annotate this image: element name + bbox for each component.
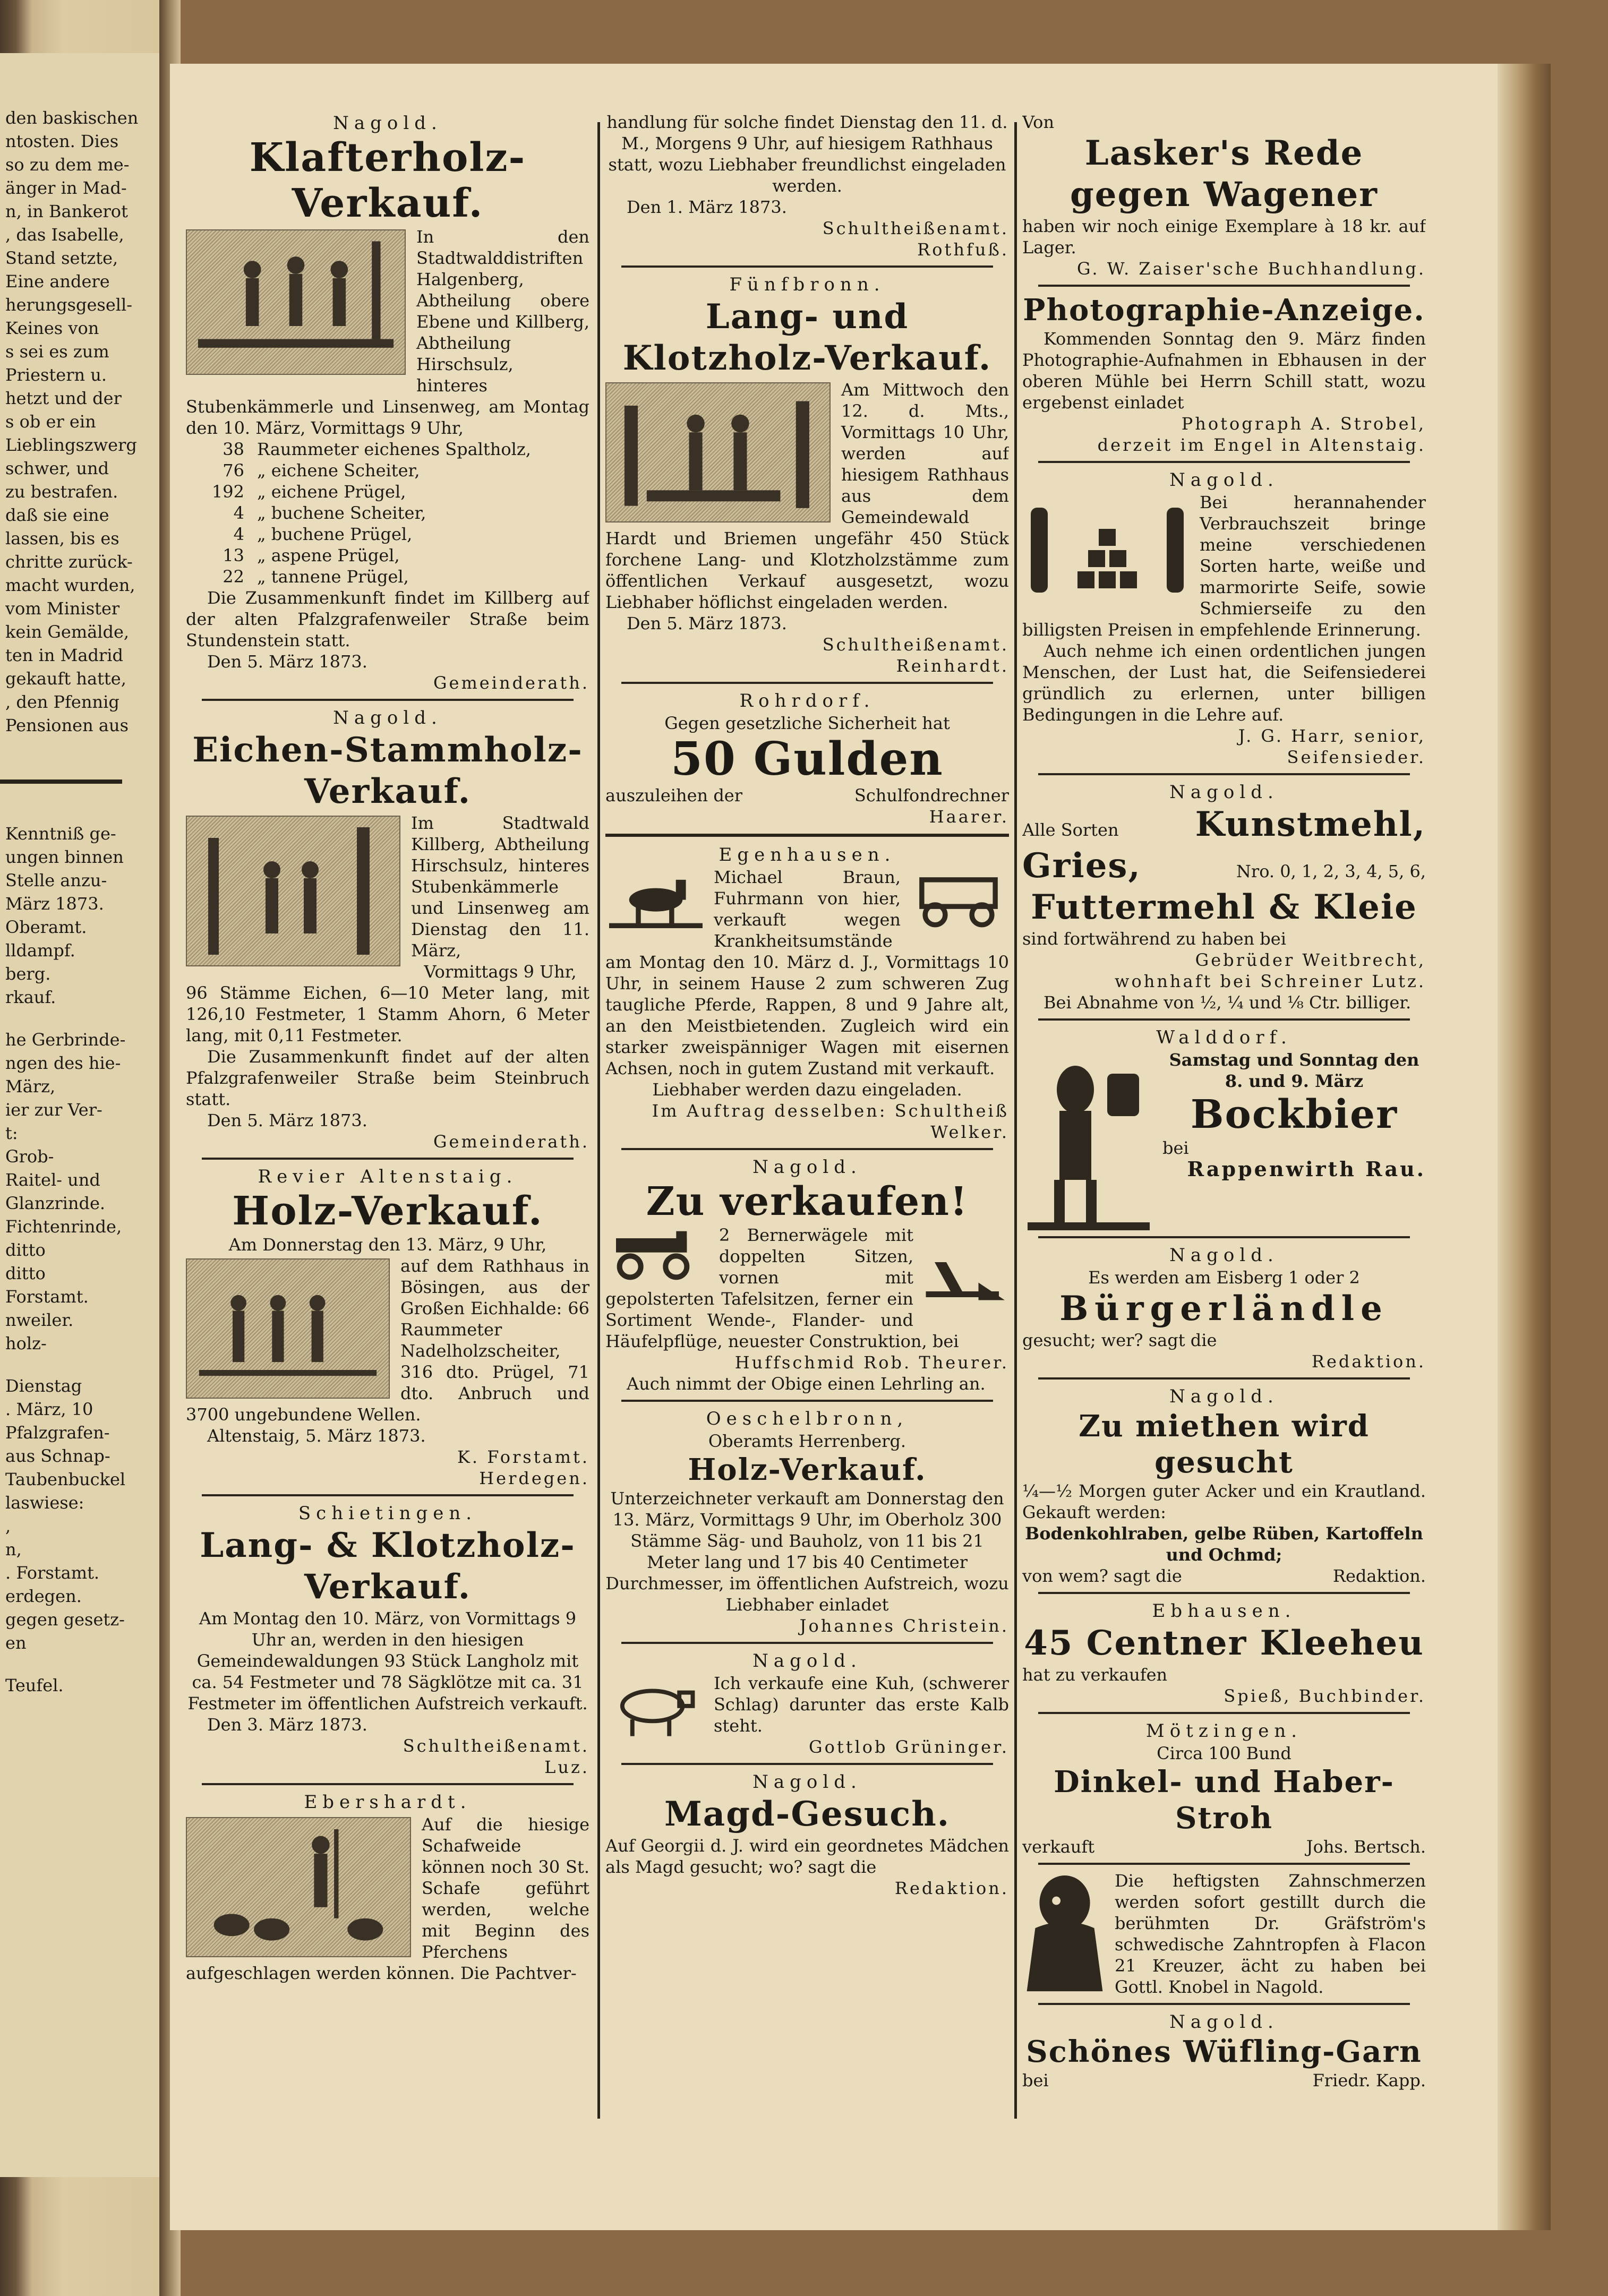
ad-place: Nagold. xyxy=(1169,1245,1279,1266)
left-page-line: Oberamt. xyxy=(5,917,87,937)
ad-item-desc: „ eichene Prügel, xyxy=(257,482,406,502)
divider xyxy=(621,265,993,268)
ad-title: Lang- und Klotzholz-Verkauf. xyxy=(622,297,992,378)
ad-stroh xyxy=(1022,1719,1426,1857)
ad-wuefling-garn xyxy=(1022,2010,1426,2091)
ad-signer: G. W. Zaiser'sche Buchhandlung. xyxy=(1076,259,1426,279)
ad-title: Photographie-Anzeige. xyxy=(1023,293,1425,328)
left-page-line: herungsgesell- xyxy=(5,295,133,315)
ad-signer: Gemeinderath. xyxy=(433,1132,589,1152)
ad-row xyxy=(605,785,1009,806)
divider xyxy=(621,682,993,684)
left-page-line: s sei es zum xyxy=(5,341,109,362)
ad-signer-name: Luz. xyxy=(544,1757,589,1777)
ad-title: Eichen-Stammholz-Verkauf. xyxy=(192,730,583,811)
ad-item-qty: 13 xyxy=(223,545,244,566)
ad-place: Nagold. xyxy=(333,707,442,729)
divider xyxy=(202,1158,574,1160)
divider xyxy=(621,1763,993,1765)
ad-signer: Im Auftrag desselben: Schultheiß Welker. xyxy=(652,1101,1009,1142)
ad-text-2: Auch nehme ich einen ordentlichen jungen Menschen, der Lust hat, die Seifensiederei gründlich zu erlernen, unter billigen Bedingungen in die Lehre auf. xyxy=(1022,641,1426,725)
left-page-line: ngen des hie- xyxy=(5,1053,121,1073)
left-page-line: holz- xyxy=(5,1333,47,1353)
ad-text: gesucht; wer? sagt die xyxy=(1022,1330,1217,1350)
ad-item-desc: Raummeter eichenes Spaltholz, xyxy=(257,439,531,459)
ad-text-2: Bei Abnahme von ½, ¼ und ⅛ Ctr. billiger. xyxy=(1044,992,1412,1013)
ad-text: Die heftigsten Zahnschmerzen werden sofort gestillt durch die berühmten Dr. Gräfström's schwedische Zahntropfen à Flacon 21 Kreuzer, ächt zu haben bei Gottl. Knobel in Nagold. xyxy=(1115,1871,1426,1997)
ad-row-right: Schulfondrechner xyxy=(854,785,1009,806)
ad-signer: Huffschmid Rob. Theurer. xyxy=(734,1352,1009,1373)
left-page-line: Kenntniß ge- xyxy=(5,824,116,844)
ad-lead: Alle Sorten xyxy=(1022,820,1119,840)
ad-text-2: Bodenkohlraben, gelbe Rüben, Kartoffeln und Ochmd; xyxy=(1025,1523,1423,1565)
ad-title-kunstmehl: Kunstmehl, xyxy=(1195,804,1426,844)
left-page-fragment xyxy=(0,53,159,2177)
ad-title-futtermehl: Futtermehl & Kleie xyxy=(1031,887,1417,927)
left-page-line: März, xyxy=(5,1076,56,1096)
ad-item-desc: „ aspene Prügel, xyxy=(257,545,400,566)
ad-text: Im Stadtwald Killberg, Abtheilung Hirschsulz, hinteres Stubenkämmerle und Linsenweg am Dienstag den 11. März, xyxy=(411,813,589,961)
ad-item-desc: „ tannene Prügel, xyxy=(257,567,409,587)
carriage-icon xyxy=(605,1228,712,1281)
left-page-line: . März, 10 xyxy=(5,1399,93,1419)
ad-item-row xyxy=(186,545,589,566)
ad-signer: J. G. Harr, senior, xyxy=(1238,726,1426,746)
ad-fuenfbronn xyxy=(605,273,1009,676)
left-page-line: Pfalzgrafen- xyxy=(5,1423,110,1443)
left-page-line: n, in Bankerot xyxy=(5,201,128,221)
ad-place: Ebhausen. xyxy=(1152,1600,1296,1622)
ad-text: Ich verkaufe eine Kuh, (schwerer Schlag) darunter das erste Kalb steht. xyxy=(714,1673,1009,1736)
divider xyxy=(621,1148,993,1150)
ad-place: Walddorf. xyxy=(1156,1027,1292,1048)
left-page-line: Forstamt. xyxy=(5,1287,89,1307)
ad-item-row xyxy=(186,460,589,481)
left-page-line: vom Minister xyxy=(5,598,120,619)
ad-date: Den 5. März 1873. xyxy=(207,1110,367,1130)
ad-signer: Haarer. xyxy=(929,807,1009,827)
ad-zu-verkaufen xyxy=(605,1155,1009,1394)
ad-date: Den 1. März 1873. xyxy=(627,197,787,217)
left-page-line: , den Pfennig xyxy=(5,692,119,712)
ad-place: Nagold. xyxy=(333,113,442,134)
ad-item-desc: „ eichene Scheiter, xyxy=(257,460,420,481)
divider xyxy=(202,699,574,701)
ad-50-gulden xyxy=(605,689,1009,827)
ad-lead: Von xyxy=(1022,112,1055,132)
left-page-line: gekauft hatte, xyxy=(5,669,126,689)
ad-signer-note: Seifensieder. xyxy=(1287,747,1426,767)
left-page-line: chritte zurück- xyxy=(5,552,133,572)
divider xyxy=(1038,285,1410,287)
left-page-line: Dienstag xyxy=(5,1376,82,1396)
ad-lead: Samstag und Sonntag den 8. und 9. März xyxy=(1169,1050,1419,1091)
ad-holz-verkauf-altenstaig xyxy=(186,1165,589,1489)
ad-zahntropfen xyxy=(1022,1870,1426,1998)
ad-item-row xyxy=(186,502,589,524)
left-page-line: ditto xyxy=(5,1240,46,1260)
ad-place: Mötzingen. xyxy=(1145,1720,1303,1742)
left-page-line: ungen binnen xyxy=(5,847,124,867)
ad-row xyxy=(1022,1565,1426,1587)
column-3 xyxy=(1022,112,1426,2129)
ad-signer: Johannes Christein. xyxy=(799,1616,1009,1636)
left-page-line: erdegen. xyxy=(5,1586,82,1606)
ad-kleeheu xyxy=(1022,1599,1426,1707)
ad-item-qty: 4 xyxy=(233,524,244,544)
ad-numbers: Nro. 0, 1, 2, 3, 4, 5, 6, xyxy=(1236,861,1426,881)
ad-lead: Am Donnerstag den 13. März, 9 Uhr, xyxy=(228,1235,547,1255)
woodcut-woodcutters-image xyxy=(605,382,831,522)
ad-magd-gesuch xyxy=(605,1770,1009,1899)
left-page-line: den baskischen xyxy=(5,108,139,128)
left-page-line: so zu dem me- xyxy=(5,155,130,175)
left-page-line: , das Isabelle, xyxy=(5,225,124,245)
ad-signer: Gemeinderath. xyxy=(433,673,589,693)
ad-title: Holz-Verkauf. xyxy=(688,1452,927,1487)
ad-title: Dinkel- und Haber-Stroh xyxy=(1054,1764,1395,1836)
ad-text: auf dem Rathhaus in Bösingen, aus der Großen Eichhalde: 66 Raummeter Nadelholzscheiter, 316 dto. Prügel, 71 dto. Anbruch und 3700 ungebundene Wellen. xyxy=(186,1256,589,1425)
ad-text: Unterzeichneter verkauft am Donnerstag den 13. März, Vormittags 9 Uhr, im Oberholz 300 Stämme Säg- und Bauholz, von 11 bis 21 Meter lang und 17 bis 40 Centimeter Durchmesser, im öffentlichen Aufstreich, wozu Liebhaber einladet xyxy=(605,1488,1009,1615)
ad-item-list xyxy=(186,439,589,587)
divider xyxy=(202,1494,574,1496)
ad-klafterholz xyxy=(186,112,589,693)
ad-item-qty: 76 xyxy=(223,460,244,481)
divider xyxy=(1038,1236,1410,1238)
ad-item-qty: 4 xyxy=(233,503,244,523)
ad-title: Bürgerländle xyxy=(1059,1289,1389,1329)
ad-signer: Gebrüder Weitbrecht, xyxy=(1195,950,1426,970)
left-page-line: Stand setzte, xyxy=(5,248,118,268)
left-page-line: , xyxy=(5,1516,11,1536)
woodcut-shepherd-image xyxy=(186,1817,411,1957)
ad-lead: Gegen gesetzliche Sicherheit hat xyxy=(664,713,950,733)
left-page-line: ten in Madrid xyxy=(5,645,123,665)
ad-place: Nagold. xyxy=(1169,469,1279,491)
ad-row-left: auszuleihen der xyxy=(605,785,743,806)
ad-oeschelbronn xyxy=(605,1407,1009,1637)
ad-text: haben wir noch einige Exemplare à 18 kr. auf Lager. xyxy=(1022,216,1426,258)
ad-bockbier xyxy=(1022,1026,1426,1180)
ad-lang-klotzholz-schietingen xyxy=(186,1502,589,1778)
goat-beer-icon xyxy=(1022,1052,1155,1233)
ad-text: hat zu verkaufen xyxy=(1022,1665,1168,1685)
left-page-line: zu bestrafen. xyxy=(5,482,118,502)
ad-text: 2 Bernerwägele mit doppelten Sitzen, vornen mit gepolsterten Tafelsitzen, ferner ein Sortiment Wende-, Flander- und Häufelpflüge, neuester Construktion, bei xyxy=(605,1225,959,1351)
ad-eichen-stammholz xyxy=(186,706,589,1152)
ad-place: Nagold. xyxy=(1169,782,1279,803)
ad-text: Kommenden Sonntag den 9. März finden Photographie-Aufnahmen in Ebhausen in der oberen Mühle bei Herrn Schill statt, wozu ergebenst einladet xyxy=(1022,329,1426,413)
divider xyxy=(621,1642,993,1644)
ad-date: Den 5. März 1873. xyxy=(627,613,787,633)
ad-signer: Redaktion. xyxy=(894,1878,1009,1898)
ad-item-row xyxy=(186,524,589,545)
divider xyxy=(1038,461,1410,463)
left-page-line: en xyxy=(5,1633,27,1653)
left-page-line: rkauf. xyxy=(5,987,56,1007)
left-page-line: Eine andere xyxy=(5,271,110,292)
ad-date: Den 5. März 1873. xyxy=(207,652,367,672)
left-page-line: Glanzrinde. xyxy=(5,1193,106,1213)
left-page-line: änger in Mad- xyxy=(5,178,127,198)
wagon-icon xyxy=(908,870,1009,928)
left-page-line: März 1873. xyxy=(5,894,104,914)
ad-signer: Schultheißenamt. xyxy=(403,1736,589,1756)
column-1 xyxy=(186,112,589,2129)
ad-signer: Gottlob Grüninger. xyxy=(809,1737,1009,1757)
left-page-divider xyxy=(0,779,122,784)
ad-time: Vormittags 9 Uhr, xyxy=(424,962,577,982)
left-page-line: berg. xyxy=(5,964,51,984)
ad-egenhausen-pferde xyxy=(605,843,1009,1143)
ad-place: Schietingen. xyxy=(298,1503,477,1524)
ad-text: sind fortwährend zu haben bei xyxy=(1022,929,1286,949)
ad-text: Michael Braun, Fuhrmann von hier, verkauft wegen Krankheitsumstände am Montag den 10. März d. J., Vormittags 10 Uhr, in seinem Hause 2 zum schweren Zug taugliche Pferde, Rappen, 8 und 9 Jahre alt, an den Meistbietenden. Zugleich wird ein starker zweispänniger Wagen mit eisernen Achsen, noch in gutem Zustand mit verkauft. xyxy=(605,867,1009,1078)
ad-text: Am Mittwoch den 12. d. Mts., Vormittags 10 Uhr, werden auf hiesigem Rathhaus aus dem Gemeindewald Hardt und Briemen ungefähr 450 Stück forchene Lang- und Klotzholzstämme zum öffentlichen Verkauf ausgesetzt, wozu Liebhaber höflichst eingeladen werden. xyxy=(605,380,1009,612)
ad-photographie xyxy=(1022,292,1426,456)
ad-lead: Es werden am Eisberg 1 oder 2 xyxy=(1088,1267,1360,1288)
ad-lasker-rede xyxy=(1022,112,1426,279)
left-page-line: ier zur Ver- xyxy=(5,1100,102,1120)
ad-title-gries: Gries, xyxy=(1022,846,1141,886)
horse-icon xyxy=(605,870,706,928)
ad-buergerlaendle xyxy=(1022,1244,1426,1372)
left-page-line: n, xyxy=(5,1539,22,1560)
ad-item-qty: 192 xyxy=(211,482,244,502)
woodcut-hunters-image xyxy=(186,1258,390,1399)
ad-kunstmehl xyxy=(1022,781,1426,1013)
ad-title: Holz-Verkauf. xyxy=(232,1188,543,1234)
ad-items: 96 Stämme Eichen, 6—10 Meter lang, mit 126,10 Festmeter, 1 Stamm Ahorn, 6 Meter lang, mit 0,11 Festmeter. xyxy=(186,983,589,1046)
divider xyxy=(1038,1377,1410,1380)
left-page-line: t: xyxy=(5,1123,18,1143)
ad-text-2: Die Zusammenkunft findet auf der alten Pfalzgrafenweiler Straße beim Steinbruch statt. xyxy=(186,1047,589,1109)
left-page-line: ntosten. Dies xyxy=(5,131,119,151)
ad-item-qty: 38 xyxy=(223,439,244,459)
left-page-line: macht wurden, xyxy=(5,575,135,595)
left-page-line: schwer, und xyxy=(5,458,109,478)
ad-text-2: Auch nimmt der Obige einen Lehrling an. xyxy=(627,1374,986,1394)
woodcut-foresters-image xyxy=(186,229,406,375)
ad-text: bei xyxy=(1162,1138,1189,1158)
ad-signer: Spieß, Buchbinder. xyxy=(1224,1686,1426,1706)
ad-text: handlung für solche findet Dienstag den 11. d. M., Morgens 9 Uhr, auf hiesigem Rathhaus statt, wozu Liebhaber freundlichst eingeladen werden. xyxy=(606,112,1008,196)
ad-row-left: verkauft xyxy=(1022,1837,1095,1857)
ad-signer: Rappenwirth Rau. xyxy=(1187,1157,1426,1181)
left-page-line: . Forstamt. xyxy=(5,1563,100,1583)
ad-item-desc: „ buchene Prügel, xyxy=(257,524,413,544)
ad-schafweide-ebershardt xyxy=(186,1790,589,1984)
ad-text: Am Montag den 10. März, von Vormittags 9 Uhr an, werden in den hiesigen Gemeindewaldungen 93 Stück Langholz mit ca. 54 Festmeter und 78 Sägklötze mit ca. 31 Festmeter im öffentlichen Aufstreich verkauft. xyxy=(187,1608,588,1714)
ad-sub: Oberamts Herrenberg. xyxy=(708,1431,906,1451)
ad-place: Nagold. xyxy=(1169,2011,1279,2033)
divider xyxy=(1038,1018,1410,1021)
ad-signer: Johs. Bertsch. xyxy=(1306,1837,1426,1857)
ad-title: Klafterholz-Verkauf. xyxy=(249,135,526,226)
ad-pacht-continued xyxy=(605,112,1009,260)
ad-title: Lang- & Klotzholz-Verkauf. xyxy=(200,1526,576,1607)
left-page-line: Keines von xyxy=(5,318,99,338)
ad-signer: Photograph A. Strobel, xyxy=(1181,414,1426,434)
ad-signer: Redaktion. xyxy=(1332,1566,1426,1586)
ad-text: Bei herannahender Verbrauchszeit bringe meine verschiedenen Sorten harte, weiße und marmorirte Seife, sowie Schmierseife zu den billigsten Preisen in empfehlende Erinnerung. xyxy=(1022,492,1426,640)
ad-place: Revier Altenstaig. xyxy=(258,1166,518,1187)
divider xyxy=(1038,2003,1410,2005)
ad-title: Lasker's Rede gegen Wagener xyxy=(1070,133,1378,215)
left-page-line: laswiese: xyxy=(5,1493,84,1513)
divider xyxy=(621,1400,993,1402)
ad-seife xyxy=(1022,468,1426,768)
ad-signer: Friedr. Kapp. xyxy=(1312,2070,1426,2091)
ad-text-2: Liebhaber werden dazu eingeladen. xyxy=(652,1080,962,1100)
ad-item-desc: „ buchene Scheiter, xyxy=(257,503,426,523)
left-page-line: kein Gemälde, xyxy=(5,622,130,642)
ad-signer: Schultheißenamt. xyxy=(822,218,1009,238)
left-page-line: Teufel. xyxy=(5,1675,64,1695)
left-page-line: Taubenbuckel xyxy=(5,1469,126,1489)
ad-signer: Redaktion. xyxy=(1311,1351,1426,1372)
ad-row xyxy=(1022,1836,1426,1857)
left-page-line: he Gerbrinde- xyxy=(5,1030,126,1050)
ad-date: Den 3. März 1873. xyxy=(207,1715,367,1735)
ad-place: Fünfbronn. xyxy=(729,274,885,295)
ad-row-left: bei xyxy=(1022,2070,1049,2091)
divider xyxy=(202,1783,574,1785)
ad-title: Bockbier xyxy=(1190,1092,1398,1137)
left-page-line: lassen, bis es xyxy=(5,528,119,549)
ad-title: 45 Centner Kleeheu xyxy=(1024,1623,1424,1663)
ad-place: Rohrdorf. xyxy=(739,690,875,712)
ad-text: In den Stadtwalddistriften Halgenberg, Abtheilung obere Ebene und Killberg, Abtheilung Hirschsulz, hinteres Stubenkämmerle und Linsenweg, am Montag den 10. März, Vormittags 9 Uhr, xyxy=(186,227,589,438)
ad-signer-note: derzeit im Engel in Altenstaig. xyxy=(1097,435,1426,455)
woodcut-forest-image xyxy=(186,816,400,966)
left-page-line: Grob- xyxy=(5,1146,54,1167)
left-page-line: Raitel- und xyxy=(5,1170,100,1190)
divider xyxy=(1038,773,1410,775)
divider xyxy=(1038,1712,1410,1714)
ad-text: ¼—½ Morgen guter Acker und ein Krautland. Gekauft werden: xyxy=(1022,1481,1426,1522)
ad-signer: K. Forstamt. xyxy=(457,1447,589,1467)
left-page-line: daß sie eine xyxy=(5,505,109,525)
ad-place: Ebershardt. xyxy=(304,1792,472,1813)
left-page-line: ditto xyxy=(5,1263,46,1283)
ad-amount: 50 Gulden xyxy=(671,732,944,786)
cow-icon xyxy=(605,1676,706,1740)
soap-bars-icon xyxy=(1022,495,1192,601)
ad-item-row xyxy=(186,439,589,460)
ad-item-qty: 22 xyxy=(223,567,244,587)
left-page-line: s ob er ein xyxy=(5,412,96,432)
thick-divider xyxy=(605,834,1009,837)
ad-date: Altenstaig, 5. März 1873. xyxy=(207,1426,426,1446)
ad-title: Schönes Wüfling-Garn xyxy=(1026,2034,1422,2069)
plough-icon xyxy=(919,1256,1009,1315)
ad-place: Nagold. xyxy=(752,1771,862,1793)
ad-title: Magd-Gesuch. xyxy=(664,1794,951,1834)
left-page-line: Fichtenrinde, xyxy=(5,1216,122,1237)
divider xyxy=(1038,1592,1410,1594)
ad-place: Nagold. xyxy=(1169,1386,1279,1407)
ad-signer: Schultheißenamt. xyxy=(822,635,1009,655)
left-page-line: Pensionen aus xyxy=(5,715,129,735)
ad-item-row xyxy=(186,566,589,587)
divider xyxy=(1038,1863,1410,1865)
ad-place: Nagold. xyxy=(752,1650,862,1672)
left-page-line: lldampf. xyxy=(5,940,75,961)
left-page-line: aus Schnap- xyxy=(5,1446,110,1466)
left-page-line: nweiler. xyxy=(5,1310,74,1330)
ad-item-row xyxy=(186,481,589,502)
ad-text: Auf die hiesige Schafweide können noch 30 St. Schafe geführt werden, welche mit Beginn des Pferchens aufgeschlagen werden können. Die Pachtver- xyxy=(186,1814,589,1983)
left-page-line: Stelle anzu- xyxy=(5,870,107,890)
left-page-line: Lieblingszwerg xyxy=(5,435,137,455)
ad-text-2: Die Zusammenkunft findet im Killberg auf der alten Pfalzgrafenweiler Straße beim Stundenstein statt. xyxy=(186,588,589,650)
page-edge xyxy=(1498,64,1551,2230)
ad-signer-note: wohnhaft bei Schreiner Lutz. xyxy=(1115,971,1426,991)
column-rule-2 xyxy=(1014,122,1017,2119)
ad-title: Zu verkaufen! xyxy=(646,1179,969,1224)
ad-title: Zu miethen wird gesucht xyxy=(1079,1409,1370,1480)
ad-signer-name: Herdegen. xyxy=(479,1468,589,1488)
ad-row-left: von wem? sagt die xyxy=(1022,1566,1182,1586)
column-2 xyxy=(605,112,1009,2129)
ad-signer-name: Rothfuß. xyxy=(917,239,1009,260)
ad-place: Egenhausen. xyxy=(719,844,896,866)
ad-place: Nagold. xyxy=(752,1156,862,1178)
ad-row xyxy=(1022,2070,1426,2091)
column-rule-1 xyxy=(597,122,600,2119)
ad-text: Auf Georgii d. J. wird ein geordnetes Mädchen als Magd gesucht; wo? sagt die xyxy=(605,1836,1009,1877)
ad-signer-name: Reinhardt. xyxy=(896,656,1009,676)
ad-place: Oeschelbronn, xyxy=(706,1408,909,1429)
left-page-line: gegen gesetz- xyxy=(5,1609,125,1630)
toothache-figure-icon xyxy=(1022,1873,1107,1995)
ad-kuh xyxy=(605,1649,1009,1758)
ad-lead: Circa 100 Bund xyxy=(1157,1743,1291,1763)
left-page-line: hetzt und der xyxy=(5,388,122,408)
ad-zu-miethen xyxy=(1022,1385,1426,1587)
left-page-line: Priestern u. xyxy=(5,365,107,385)
